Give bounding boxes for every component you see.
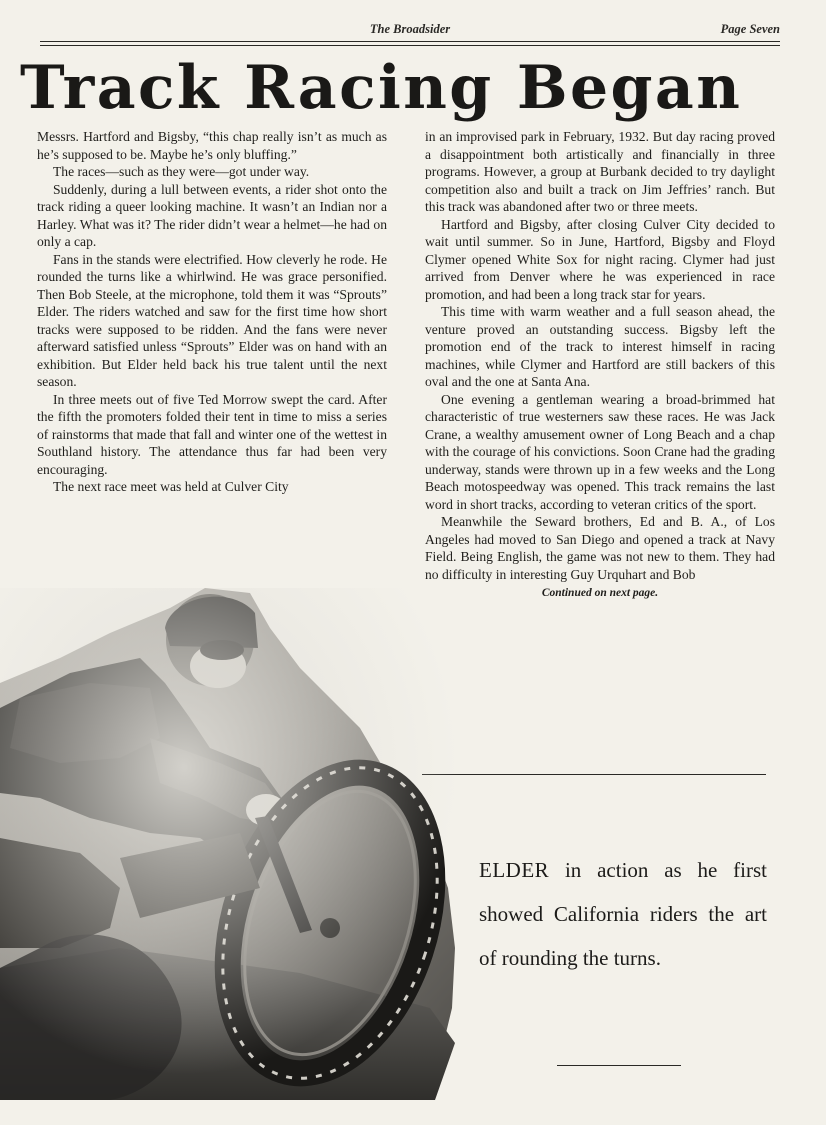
paragraph: Messrs. Hartford and Bigsby, “this chap really isn’t as much as he’s supposed to be. Maybe he’s only bluffing.” (37, 129, 387, 162)
publication-name: The Broadsider (369, 22, 451, 36)
paragraph: In three meets out of five Ted Morrow swept the card. After the fifth the promoters folded their tent in time to miss a series of rainstorms that made that fall and winter one of the wettest in Southland history. The attendance thus far had been very encouraging. (37, 391, 387, 477)
page-number: Page Seven (720, 22, 780, 36)
caption-lead: ELDER (479, 858, 550, 882)
header-rule (40, 41, 780, 42)
left-column (37, 128, 387, 496)
continued-note: Continued on next page. (541, 587, 659, 599)
caption-rule (557, 1065, 681, 1066)
caption-text: in action as he first showed California riders the art of rounding the turns. (479, 858, 767, 970)
paragraph: Suddenly, during a lull between events, a rider shot onto the track riding a queer looking machine. It wasn’t an Indian nor a Harley. What was it? The rider didn’t wear a helmet—he had on only a cap. (37, 181, 387, 249)
paragraph: Meanwhile the Seward brothers, Ed and B. A., of Los Angeles had moved to San Diego and opened a track at Navy Field. Being English, the game was not new to them. They had no difficulty in interesting Guy Urquhart and Bob (425, 514, 775, 582)
paragraph: Fans in the stands were electrified. How cleverly he rode. He rounded the turns like a whirlwind. He was grace personified. Then Bob Steele, at the microphone, told them it was “Sprouts” Elder. The riders watched and saw for the first time how short tracks were supposed to be ridden. And the fans were never afterward satisfied unless “Sprouts” Elder was on hand with an exhibition. But Elder held back his true talent until the next season. (37, 251, 387, 389)
header-rule-thin (40, 45, 780, 46)
running-header (40, 22, 780, 40)
paragraph: The races—such as they were—got under way. (53, 164, 310, 179)
paragraph: The next race meet was held at Culver City (53, 479, 289, 494)
right-column (425, 128, 775, 603)
headline: Track Racing Began (20, 53, 743, 123)
photo-caption (479, 848, 767, 980)
paragraph: in an improvised park in February, 1932. But day racing proved a disappointment both artistically and financially in three programs. However, a group at Burbank decided to try daylight competition also and built a track on Jim Jeffries’ ranch. But this track was abandoned after two or three meets. (425, 129, 775, 214)
paragraph: This time with warm weather and a full season ahead, the venture proved an outstanding success. Bigsby left the promotion end of the track to interest himself in racing machines, while Clymer and Hartford are still backers of this oval and the one at Santa Ana. (425, 304, 775, 389)
rider-photo (0, 588, 460, 1100)
paragraph: One evening a gentleman wearing a broad-brimmed hat characteristic of true westerners saw these races. He was Jack Crane, a wealthy amusement owner of Long Beach and a chap with the courage of his convictions. Soon Crane had the grading underway, stands were thrown up in a few weeks and the Long Beach motospeedway was opened. This track remains the last word in short tracks, according to veteran critics of the sport. (425, 391, 775, 512)
column-end-rule (422, 774, 766, 775)
paragraph: Hartford and Bigsby, after closing Culver City decided to wait until summer. So in June, Hartford, Bigsby and Floyd Clymer opened White Sox for night racing. Clymer had just arrived from Denver where he was experienced in race promotion, and had been a long track star for years. (425, 216, 775, 302)
